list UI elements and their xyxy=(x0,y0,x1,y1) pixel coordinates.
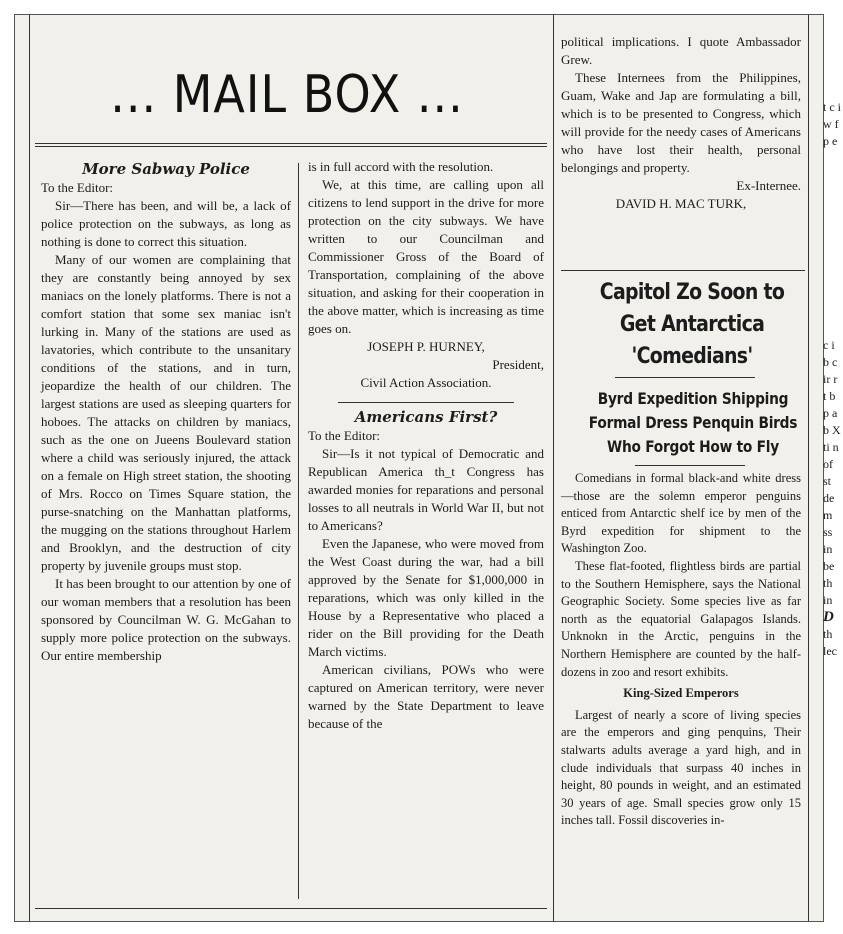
letter-subway-headline: More Sabway Police xyxy=(82,160,250,178)
letter-subway-signature-title: President, xyxy=(492,357,544,372)
edge-fragment: p xyxy=(823,406,829,420)
letter-subway-signature-org: Civil Action Association. xyxy=(360,375,492,390)
zoo-article-headline: Capitol Zo Soon to Get Antarctica 'Comedians' xyxy=(599,280,785,369)
edge-fragment: X xyxy=(832,423,841,437)
mailbox-title: ... MAIL BOX ... xyxy=(110,63,464,125)
headline-rule xyxy=(615,377,755,378)
letter-americans-paragraph-2: Even the Japanese, who were moved from the West Coast during the war, had a bill approved by the Senate for $1,000,000 in reparations, which was only killed in the House by a Representative who placed a rider on the Bill providing for the Death March victims. xyxy=(308,536,544,659)
edge-fragment: c xyxy=(823,338,829,352)
letter-subway-paragraph-4: is in full accord with the resolution. xyxy=(308,159,494,174)
letter-americans-paragraph-1: Sir—Is it not typical of Democratic and Republican America th_t Congress has awarded monies for reparations and personal losses to all neutrals in World War II, but not to Americans? xyxy=(308,446,544,533)
column-two xyxy=(308,158,544,733)
edge-fragment: m xyxy=(823,508,833,522)
edge-fragment: f xyxy=(834,117,839,131)
edge-fragment: in xyxy=(823,593,833,607)
edge-fragment: i xyxy=(831,338,835,352)
left-border-rule xyxy=(29,15,30,921)
letter-americans-signature-role: Ex-Internee. xyxy=(736,178,801,193)
column-rule-middle xyxy=(298,163,299,899)
edge-fragment: ir xyxy=(823,372,831,386)
letter-americans-paragraph-4: These Internees from the Philippines, Guam, Wake and Jap are formulating a bill, which is to be presented to Congress, which will provide for the needy cases of Americans who have lost their health, personal belongings and property. xyxy=(561,70,801,175)
letter-divider xyxy=(338,402,514,403)
letter-subway xyxy=(41,159,291,665)
letter-subway-paragraph-3: It has been brought to our attention by one of our woman members that a resolution has been sponsored by Councilman W. G. McGahan to supply more police protection on the subways. Our entire membership xyxy=(41,576,291,663)
letter-americans-continuation: political implications. I quote Ambassador Grew. xyxy=(561,34,801,67)
edge-fragment: t xyxy=(823,389,827,403)
edge-fragment: w xyxy=(823,117,832,131)
masthead-rule-double xyxy=(35,146,547,147)
zoo-article-subhead-2: King-Sized Emperors xyxy=(623,686,739,701)
edge-fragment: e xyxy=(832,134,838,148)
edge-fragment: D xyxy=(823,609,834,625)
edge-fragments-top xyxy=(823,99,843,150)
zoo-article-paragraph-2: These flat-footed, flightless birds are partial to the Southern Hemisphere, says the National Geographic Society. Some species live as far north as the equatorial Galapagos Islands. Unknokn in the Arctic, penguins in the Northern Hemisphere are counted by the half-dozens in zoo and resort exhibits. xyxy=(561,558,801,679)
edge-fragment: ti xyxy=(823,440,830,454)
edge-fragment: r xyxy=(833,372,838,386)
edge-fragment: n xyxy=(832,440,839,454)
letter-americans-headline: Americans First? xyxy=(354,408,498,426)
edge-fragment: b xyxy=(823,355,829,369)
edge-fragment: b xyxy=(829,389,836,403)
edge-fragment: c xyxy=(829,100,835,114)
edge-fragment: of xyxy=(823,457,833,471)
edge-fragment: st xyxy=(823,474,832,488)
edge-fragment: ss xyxy=(823,525,833,539)
zoo-article-paragraph-1: Comedians in formal black-and white dress—those are the solemn emperor penguins enticed from Antarctic shelf ice by men of the Byrd expedition for shipment to the Washington Zoo. xyxy=(561,471,801,556)
letter-subway-salutation: To the Editor: xyxy=(41,180,114,195)
letter-americans-salutation: To the Editor: xyxy=(308,428,381,443)
column-rule-right xyxy=(553,15,554,921)
subhead-rule xyxy=(635,465,745,466)
edge-fragment: th xyxy=(823,576,833,590)
edge-fragment: a xyxy=(832,406,838,420)
column-rule-edge xyxy=(808,15,809,921)
edge-fragments-middle xyxy=(823,337,843,660)
zoo-article-body xyxy=(561,470,801,830)
letter-subway-paragraph-5: We, at this time, are calling upon all citizens to lend support in the drive for more protection on the city subways. We have written to our Councilman and Commissioner Gross of the Board of Transportation, complaining of the above situation, and asking for their cooperation in the above matter, which is increasing as time goes on. xyxy=(308,177,544,336)
bottom-rule xyxy=(35,908,547,909)
zoo-article-paragraph-3: Largest of nearly a score of living species are the emperors and ging penquins, Their stalwarts adults average a yard high, and in clude individuals that surpass 40 inches in height, 80 pounds in weight, and an estimated 30 years of age. Small species grow only 15 inches tall. Fossil discoveries in- xyxy=(561,707,801,828)
letter-subway-paragraph-2: Many of our women are complaining that they are constantly being annoyed by sex maniacs on the lonely platforms. There is not a comfort station that some sex maniac isn't lurking in. Many of the stations are used as lavatories, which contribute to the unsanitary conditions of the stations, and in turn, jeopardize the health of our children. The largest stations are used as sleeping quarters for hoboes. The attacks on children by maniacs, such as the one on Jueens Boulevard station where a child was seriously injured, the attack on a female on High street station, the shooting of Mrs. Rocco on Times Square station, the purse-snatching on the Manhattan platforms, the mugging on the stations throughout Harlem and Brooklyn, and the destruction of city property by juvenile groups must stop. xyxy=(41,252,291,573)
edge-fragment: b xyxy=(823,423,829,437)
letter-americans-paragraph-3: American civilians, POWs who were captured on American territory, were never warned by the State Department to leave because of the xyxy=(308,662,544,731)
column-three-top xyxy=(561,33,801,213)
newspaper-clipping xyxy=(14,14,842,922)
edge-fragment: t xyxy=(823,100,827,114)
masthead-rule xyxy=(35,143,547,144)
edge-fragment: p xyxy=(823,134,829,148)
edge-fragment: i xyxy=(837,100,842,114)
edge-fragment: de xyxy=(823,491,835,505)
edge-fragment: in xyxy=(823,542,833,556)
letter-subway-paragraph-1: Sir—There has been, and will be, a lack of police protection on the subways, as long as nothing is done to correct this situation. xyxy=(41,198,291,249)
article-top-rule xyxy=(561,270,805,271)
letter-subway-signature-name: JOSEPH P. HURNEY, xyxy=(367,339,485,354)
edge-fragment: th xyxy=(823,627,833,641)
zoo-article-subhead: Byrd Expedition Shipping Formal Dress Penquin Birds Who Forgot How to Fly xyxy=(588,389,798,456)
edge-fragment: c xyxy=(832,355,838,369)
edge-fragment: lec xyxy=(823,644,837,658)
letter-americans-signature-name: DAVID H. MAC TURK, xyxy=(615,196,747,211)
edge-fragment: be xyxy=(823,559,835,573)
